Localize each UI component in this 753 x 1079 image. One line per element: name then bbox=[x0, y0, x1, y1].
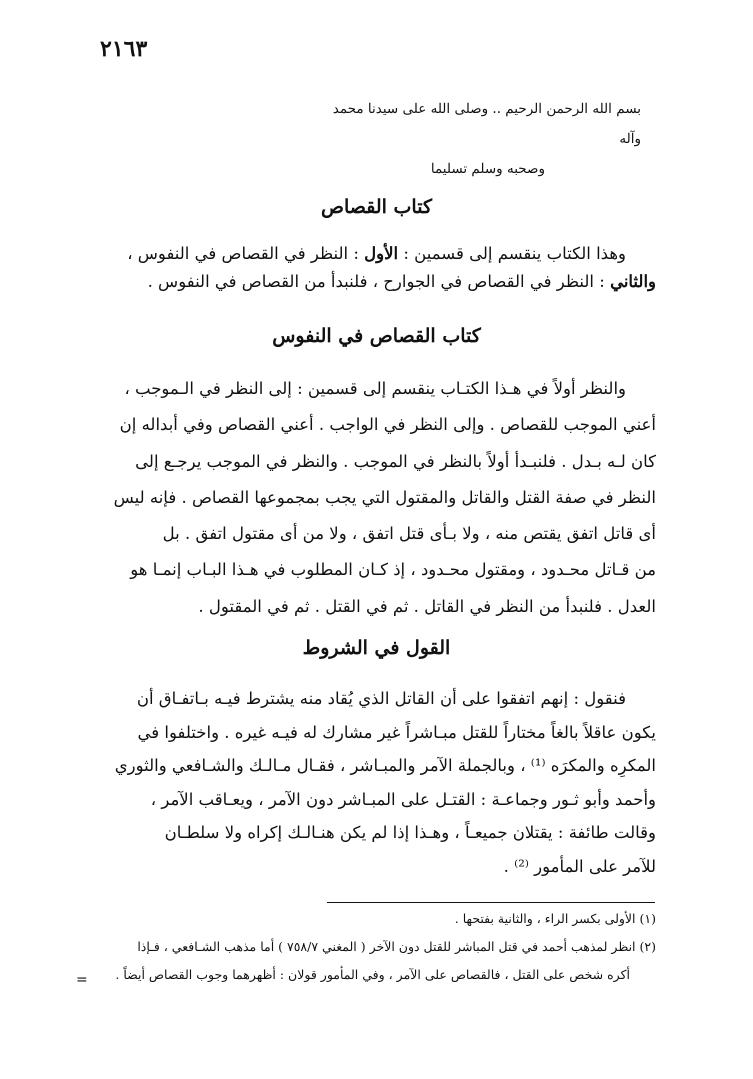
basmala bbox=[321, 94, 641, 184]
paragraph-line: للآمر على المأمور ⁽²⁾ . bbox=[503, 856, 656, 876]
paragraph-line: يكون عاقلاً بالغاً مختاراً للقتل مبـاشراً غير مشارك له فيـه غيره . واختلفوا في bbox=[137, 722, 656, 742]
footnote-1: (١) الأولى بكسر الراء ، والثانية بفتحها . bbox=[454, 911, 656, 926]
paragraph-line: وقالت طائفة : يقتلان جميعـاً ، وهـذا إذا لم يكن هنـالـك إكراه ولا سلطـان bbox=[164, 823, 656, 843]
text-run: : النظر في القصاص في النفوس ، bbox=[127, 244, 365, 263]
paragraph-line: كان لـه بـدل . فلنبـدأ أولاً بالنظر في الموجب . والنظر في الموجب يرجـع إلى bbox=[135, 451, 656, 471]
basmala-line-2: وصحبه وسلم تسليما bbox=[430, 161, 545, 177]
paragraph-line: من قـاتل محـدود ، ومقتول محـدود ، إذ كـان المطلوب في هـذا البـاب إنمـا هو bbox=[130, 560, 656, 580]
book-title: كتاب القصاص bbox=[321, 196, 432, 218]
section-title-conditions: القول في الشروط bbox=[302, 637, 451, 659]
paragraph-line: وأحمد وأبو ثـور وجماعـة : القتـل على المبـاشر دون الآمر ، ويعـاقب الآمر ، bbox=[150, 789, 656, 809]
section-souls-paragraph bbox=[96, 371, 656, 625]
footnote-divider bbox=[327, 902, 655, 903]
bold-term-first: الأول bbox=[364, 244, 399, 263]
section-title-souls: كتاب القصاص في النفوس bbox=[272, 325, 481, 347]
text-run: وهذا الكتاب ينقسم إلى قسمين : bbox=[398, 244, 626, 263]
page-number: ٢١٦٣ bbox=[100, 36, 148, 62]
paragraph-line: فنقول : إنهم اتفقوا على أن القاتل الذي يُقاد منه يشترط فيـه بـاتفـاق أن bbox=[136, 689, 626, 708]
footnote-2-continuation: أكره شخص على القتل ، فالقصاص على الآمر ، وفي المأمور قولان : أظهرهما وجوب القصاص أيضاً . bbox=[115, 967, 630, 982]
paragraph-line: العدل . فلنبدأ من النظر في القاتل . ثم في القتل . ثم في المقتول . bbox=[198, 596, 656, 616]
footnotes bbox=[76, 905, 656, 989]
paragraph-line: أعني الموجب للقصاص . وإلى النظر في الواجب . أعني القصاص وفي أبداله إن bbox=[119, 415, 656, 435]
paragraph-line bbox=[96, 240, 656, 268]
text-run: : النظر في القصاص في الجوارح ، فلنبدأ من القصاص في النفوس . bbox=[147, 272, 611, 291]
footnote-2: (٢) انظر لمذهب أحمد في قتل المباشر للقتل دون الآخر ( المغني ٧٥٨/٧ ) أما مذهب الشـافعي ، فـإذا bbox=[137, 939, 656, 954]
book-intro-paragraph bbox=[96, 240, 656, 296]
bold-term-second: والثاني bbox=[610, 272, 656, 291]
section-conditions-paragraph bbox=[96, 682, 656, 884]
paragraph-line: النظر في صفة القتل والقاتل والمقتول التي يجب بمجموعها القصاص . فإنه ليس bbox=[113, 487, 656, 507]
continuation-mark: = bbox=[76, 972, 88, 988]
paragraph-line: والنظر أولاً في هـذا الكتـاب ينقسم إلى قسمين : إلى النظر في الـموجب ، bbox=[124, 379, 626, 398]
paragraph-line bbox=[96, 268, 656, 296]
paragraph-line: أى قاتل اتفق يقتص منه ، ولا بـأى قتل اتفق ، ولا من أى مقتول اتفق . بل bbox=[162, 524, 656, 544]
basmala-line-1: بسم الله الرحمن الرحيم .. وصلى الله على سيدنا محمد وآله bbox=[332, 101, 641, 147]
paragraph-line: المكرِه والمكرَه ⁽¹⁾ ، وبالجملة الآمر والمبـاشر ، فقـال مـالـك والشـافعي والثوري bbox=[114, 756, 656, 776]
